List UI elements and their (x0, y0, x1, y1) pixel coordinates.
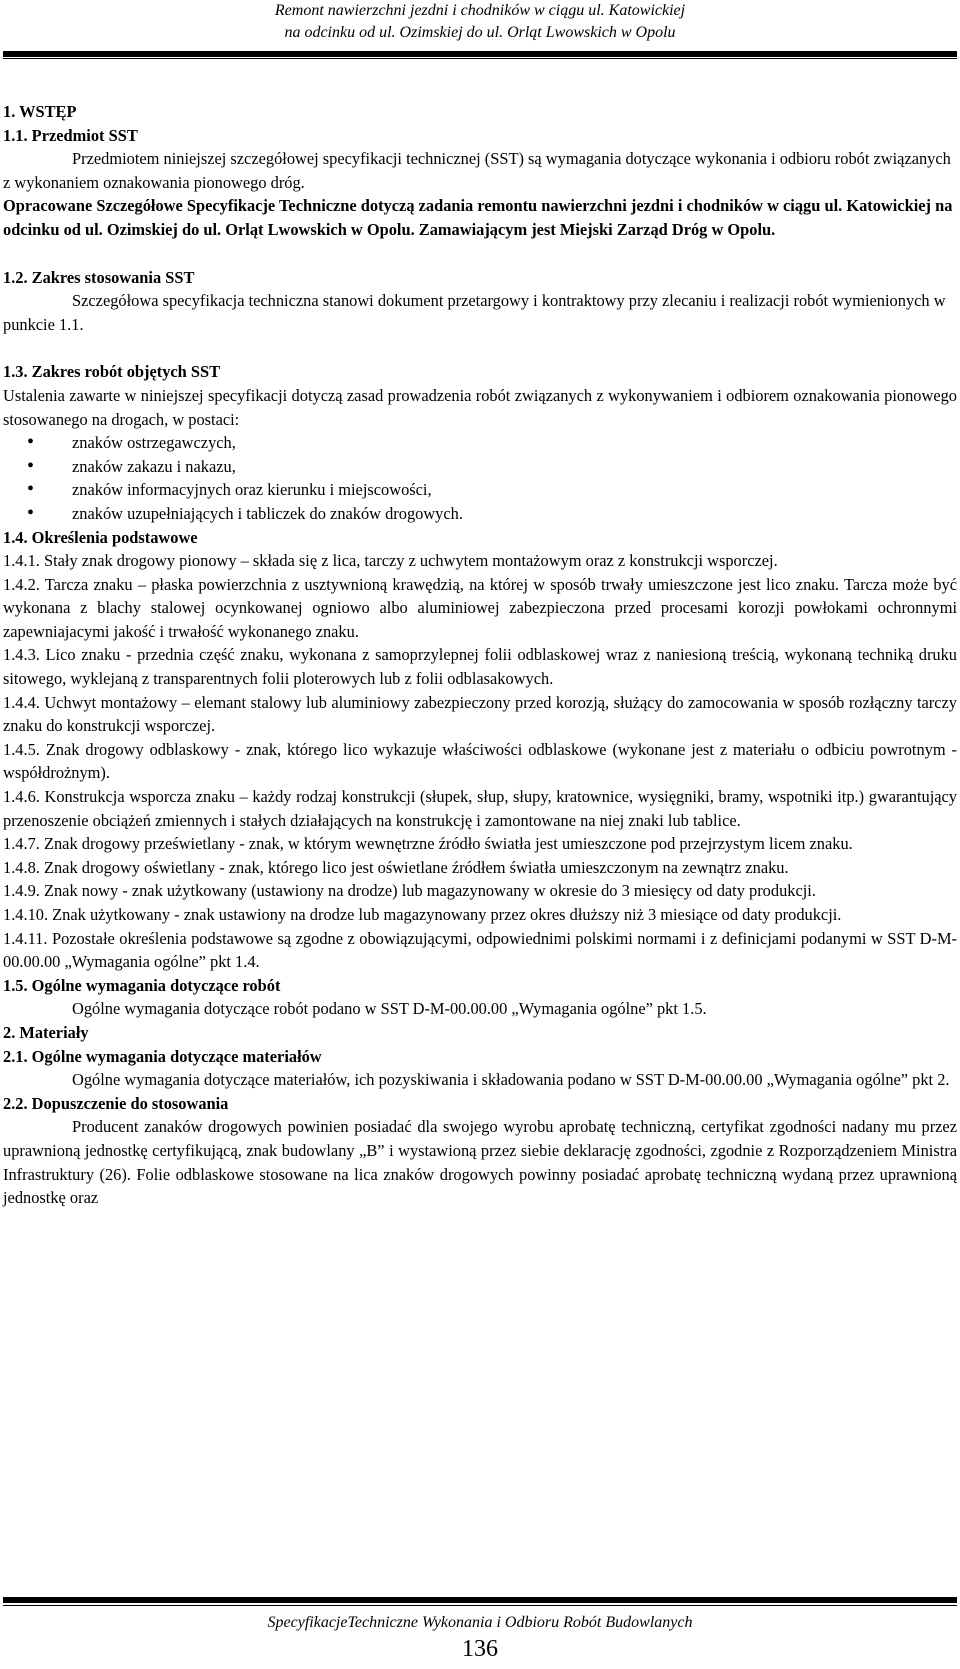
paragraph-1-3: Ustalenia zawarte w niniejszej specyfikacji dotyczą zasad prowadzenia robót związanych z wykonywaniem i odbiorem oznakowania pionowego stosowanego na drogach, w postaci: (3, 385, 957, 429)
paragraph-1-5: Ogólne wymagania dotyczące robót podano w SST D-M-00.00.00 „Wymagania ogólne” pkt 1.5. (72, 999, 707, 1019)
page-header (0, 0, 960, 52)
list-item: • znaków zakazu i nakazu, (3, 455, 957, 479)
list-item: • znaków ostrzegawczych, (3, 431, 957, 455)
footer-thin-rule (3, 1605, 957, 1606)
paragraph-2-2: Producent zanaków drogowych powinien posiadać dla swojego wyrobu aprobatę techniczną, certyfikat zgodności nadany mu przez uprawnioną jednostkę certyfikującą, znak budowlany „B” i wystawioną przez siebie deklarację zgodności, zgodnie z Rozporządzeniem Ministra Infrastruktury (26). Folie odblaskowe stosowane na lica znaków drogowych powinny posiadać aprobatę techniczną wydaną przez uprawnioną jednostkę oraz (3, 1117, 957, 1208)
heading-1-5: 1.5. Ogólne wymagania dotyczące robót (3, 975, 281, 995)
definition-1-4-4: 1.4.4. Uchwyt montażowy – elemant stalowy lub aluminiowy zabezpieczony przed korozją, służący do zamocowania w sposób rozłączny tarczy znaku do konstrukcji wsporczej. (3, 692, 957, 736)
definition-1-4-8: 1.4.8. Znak drogowy oświetlany - znak, którego lico jest oświetlane źródłem światła umieszczonym na zewnątrz znaku. (3, 857, 789, 877)
definition-1-4-3: 1.4.3. Lico znaku - przednia część znaku, wykonana z samoprzylepnej folii odblaskowej wraz z naniesioną treścią, wykonaną techniką druku sitowego, wyklejaną z transparentnych folii ploterowych lub z folii odblasakowych. (3, 645, 957, 689)
paragraph-2-1: Ogólne wymagania dotyczące materiałów, ich pozyskiwania i składowania podano w SST D-M-00.00.00 „Wymagania ogólne” pkt 2. (72, 1070, 950, 1090)
definition-1-4-5: 1.4.5. Znak drogowy odblaskowy - znak, którego lico wykazuje właściwości odblaskowe (wykonane jest z materiału o odbiciu powrotnym - współdrożnym). (3, 739, 957, 783)
paragraph-1-1: Przedmiotem niniejszej szczegółowej specyfikacji technicznej (SST) są wymagania dotyczące wykonania i odbioru robót związanych z wykonaniem oznakowania pionowego dróg. (3, 149, 951, 192)
definition-1-4-9: 1.4.9. Znak nowy - znak użytkowany (ustawiony na drodze) lub magazynowany w okresie do 3 miesięcy od daty produkcji. (3, 881, 816, 901)
definition-1-4-2: 1.4.2. Tarcza znaku – płaska powierzchnia z usztywnioną krawędzią, na której w sposób trwały umieszczone jest lico znaku. Tarcza może być wykonana z blachy stalowej ocynkowanej ogniowo albo aluminiowej zabezpieczona przed procesami korozji powłokami ochronnymi zapewniajacymi jakość i trwałość wykonanego znaku. (3, 574, 957, 641)
header-line-1: Remont nawierzchni jezdni i chodników w ciągu ul. Katowickiej (274, 2, 686, 19)
paragraph-1-2: Szczegółowa specyfikacja techniczna stanowi dokument przetargowy i kontraktowy przy zlecaniu i realizacji robót wymienionych w punkcie 1.1. (3, 291, 946, 334)
footer-rule (3, 1597, 957, 1603)
list-item: • znaków uzupełniających i tabliczek do znaków drogowych. (3, 502, 957, 526)
definition-1-4-7: 1.4.7. Znak drogowy prześwietlany - znak, w którym wewnętrzne źródło światła jest umieszczone pod przejrzystym licem znaku. (3, 834, 853, 854)
heading-2-1: 2.1. Ogólne wymagania dotyczące materiałów (3, 1046, 322, 1066)
heading-1-4: 1.4. Określenia podstawowe (3, 527, 198, 547)
definition-1-4-6: 1.4.6. Konstrukcja wsporcza znaku – każdy rodzaj konstrukcji (słupek, słup, słupy, kratownice, wysięgniki, bramy, wspotniki itp.) gwarantujący przenoszenie obciążeń zmiennych i stałych działających na konstrukcję i zamontowane na niej znaki lub tablice. (3, 787, 957, 830)
page-number: 136 (462, 1636, 498, 1662)
heading-2-2: 2.2. Dopuszczenie do stosowania (3, 1093, 229, 1113)
header-rule (3, 51, 957, 57)
document-body (3, 100, 957, 1210)
page-footer: SpecyfikacjeTechniczne Wykonania i Odbioru Robót Budowlanych (267, 1614, 693, 1631)
header-thin-rule (3, 58, 957, 59)
header-line-2: na odcinku od ul. Ozimskiej do ul. Orląt Lwowskich w Opolu (284, 24, 676, 41)
definition-1-4-10: 1.4.10. Znak użytkowany - znak ustawiony na drodze lub magazynowany przez okres dłuższy niż 3 miesiące od daty produkcji. (3, 905, 842, 924)
definition-1-4-1: 1.4.1. Stały znak drogowy pionowy – składa się z lica, tarczy z uchwytem montażowym oraz z konstrukcji wsporczej. (3, 551, 778, 571)
section-heading-1: 1. WSTĘP (3, 102, 77, 121)
definition-1-4-11: 1.4.11. Pozostałe określenia podstawowe są zgodne z obowiązującymi, odpowiednimi polskimi normami i z definicjami podanymi w SST D-M-00.00.00 „Wymagania ogólne” pkt 1.4. (3, 928, 957, 972)
section-heading-2: 2. Materiały (3, 1022, 89, 1042)
heading-1-1: 1.1. Przedmiot SST (3, 125, 138, 145)
sign-types-list (3, 431, 957, 525)
heading-1-2: 1.2. Zakres stosowania SST (3, 267, 195, 287)
list-item: • znaków informacyjnych oraz kierunku i miejscowości, (3, 478, 957, 502)
paragraph-scope-bold: Opracowane Szczegółowe Specyfikacje Techniczne dotyczą zadania remontu nawierzchni jezdni i chodników w ciągu ul. Katowickiej na odcinku od ul. Ozimskiej do ul. Orląt Lwowskich w Opolu. Zamawiającym jest Miejski Zarząd Dróg w Opolu. (3, 196, 953, 239)
heading-1-3: 1.3. Zakres robót objętych SST (3, 362, 221, 382)
